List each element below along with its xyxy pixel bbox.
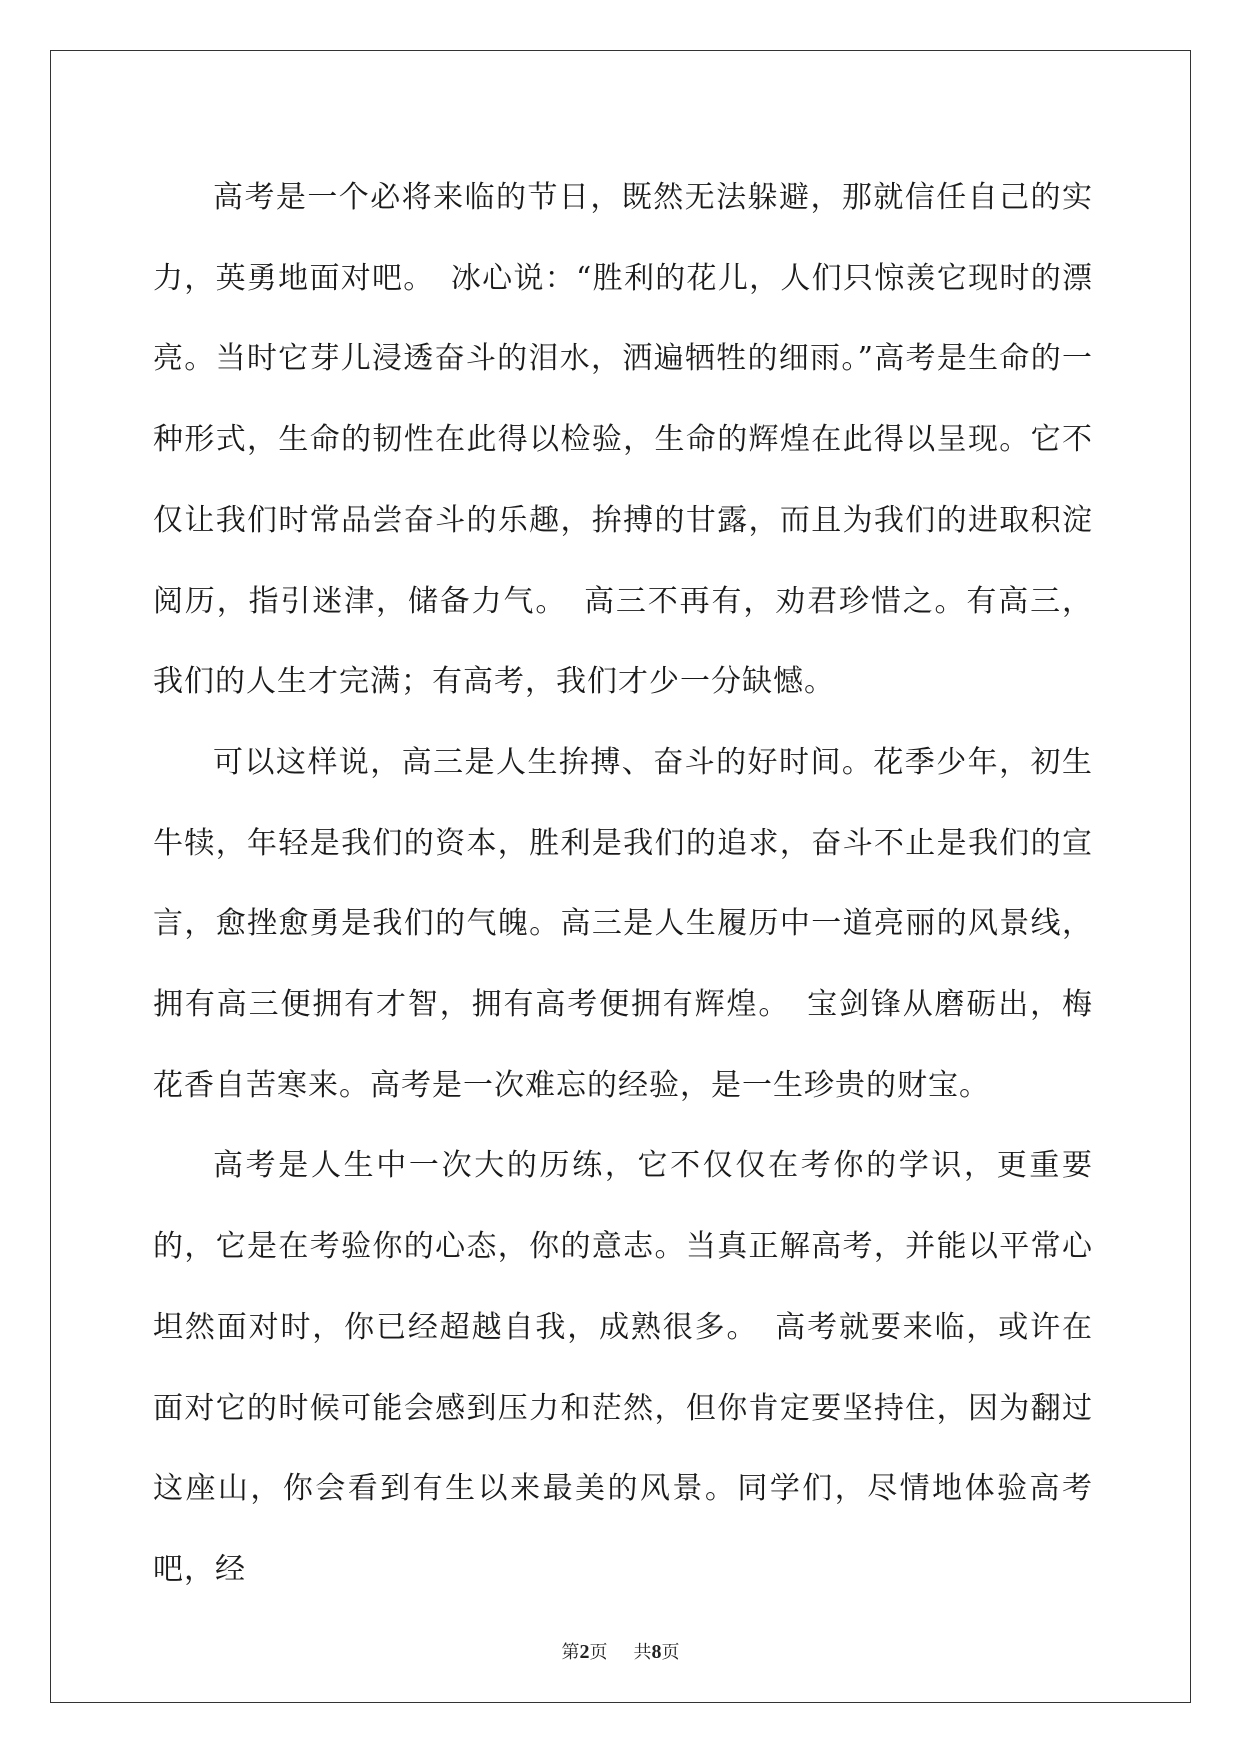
- document-body: [153, 158, 1093, 1611]
- paragraph-2: 可以这样说，高三是人生拚搏、奋斗的好时间。花季少年，初生牛犊，年轻是我们的资本，胜利是我们的追求，奋斗不止是我们的宣言，愈挫愈勇是我们的气魄。高三是人生履历中一道亮丽的风景线，拥有高三便拥有才智，拥有高考便拥有辉煌。 宝剑锋从磨砺出，梅花香自苦寒来。高考是一次难忘的经验，是一生珍贵的财宝。: [153, 744, 1093, 1103]
- page-footer: [0, 1638, 1241, 1664]
- page-number: 2: [579, 1641, 590, 1663]
- page-suffix: 页: [589, 1642, 608, 1663]
- total-pages: 8: [651, 1641, 662, 1663]
- page-prefix: 第: [561, 1642, 580, 1663]
- paragraph-3: 高考是人生中一次大的历练，它不仅仅在考你的学识，更重要的，它是在考验你的心态，你的意志。当真正解高考，并能以平常心坦然面对时，你已经超越自我，成熟很多。 高考就要来临，或许在面对它的时候可能会感到压力和茫然，但你肯定要坚持住，因为翻过这座山，你会看到有生以来最美的风景。同学们，尽情地体验高考吧，经: [153, 1148, 1093, 1587]
- total-prefix: 共: [633, 1642, 652, 1663]
- paragraph-1: 高考是一个必将来临的节日，既然无法躲避，那就信任自己的实力，英勇地面对吧。 冰心说：“胜利的花儿，人们只惊羡它现时的漂亮。当时它芽儿浸透奋斗的泪水，洒遍牺牲的细雨。”高考是生命的一种形式，生命的韧性在此得以检验，生命的辉煌在此得以呈现。它不仅让我们时常品尝奋斗的乐趣，拚搏的甘露，而且为我们的进取积淀阅历，指引迷津，储备力气。 高三不再有，劝君珍惜之。有高三，我们的人生才完满；有高考，我们才少一分缺憾。: [153, 180, 1093, 700]
- total-suffix: 页: [661, 1642, 680, 1663]
